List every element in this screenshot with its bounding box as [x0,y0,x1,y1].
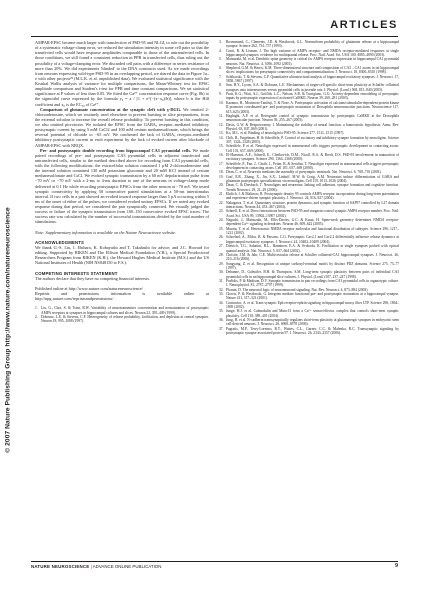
reference-text: Schikorski, T. & Stevens, C.F. Quantitative ultrastructural analysis of hippocampal excitatory synapses. J. Neurosci. 17, 5858–5867 (1997). [226,74,399,84]
reference-number: 16. [219,152,224,157]
reference-number: 4. [219,48,222,53]
reference-text: Ehrlich, I. & Malinow, R. Postsynaptic density 95 controls AMPA receptor incorporation during long-term potentiation and experience-driven synaptic plasticity. J. Neurosci. 24, 916–927 (2004). [226,192,399,201]
section-heading: Pre- and postsynaptic double recording from hippocampal CA3 pyramidal cells. [40,147,191,153]
reference-number: 20. [219,183,224,188]
footer-rule [31,561,398,562]
reference-text: Scheiffele, P. et al. Neuroligin expressed in nonneuronal cells triggers presynaptic development in contacting axons. Cell 101, 657–669 (2000). [226,144,399,153]
reference-number: 2. [35,315,38,320]
reference-list-right [219,40,399,335]
footer-separator: | [90,564,92,569]
reference-text: Scheiffele, P., Fan, J., Choih, J., Fetter, R. & Serafini, T. Neuroligin expressed in nonneuronal cells triggers presynaptic development in contacting axons. Cell 101, 657–669 (2000). [226,161,399,170]
acknowledgments-heading: ACKNOWLEDGMENTS [35,239,85,245]
header-rule [31,36,398,37]
supplementary-note: Note: Supplementary information is available on the Nature Neuroscience website. [35,229,177,235]
reference-item [219,92,399,101]
copyright-side-banner [2,207,14,453]
reference-number: 10. [219,100,224,105]
reference-text: Murata, Y. et al. Heterosomic NMDA receptor molecular and functional distribution of subtypes. Science 296, 1217–1221 (2002). [226,226,399,236]
reference-text: Kazama, H., Morimoto-Tanifuji, T. & Nose, A. Postsynaptic activation of calcium/calmodulin-dependent protein kinase II promotes coordinated pre- and postsynaptic maturation of Drosophila neuromuscular junctions. Neuroscience 117, 615–625 (2003). [226,100,399,114]
reference-item [219,175,399,184]
reference-number: 15. [219,144,224,149]
reference-list-left [35,306,209,323]
reprints-line: Reprints and permissions information is available online at http://npg.nature.com/reprintsandpermissions/ [35,291,209,302]
reference-item [219,209,399,218]
reference-item [219,227,399,236]
reference-item [219,301,399,310]
competing-interests-heading: COMPETING INTERESTS STATEMENT [35,270,118,276]
reference-text: Christie, J.M. & Jahr, C.E. Multivesicular release at Schaffer collateral-CA1 hippocampal synapses. J. Neurosci. 26, 210–216 (2006). [226,252,399,262]
publish-online-line: Published online at http://www.nature.com/natureneuroscience/ [35,285,143,291]
reference-item [219,162,399,171]
reference-text: Nakagawa, T. et al. Quaternary structure, protein dynamics, and synaptic function of SAP97 controlled by L27 domain interactions. Neuron 44, 453–467 (2004). [226,200,399,210]
reference-text: Graf, E.R., Zhang, X., Jin, S.X., Linhoff, M.W. & Craig, A.M. Neurexins induce differentiation of GABA and glutamate postsynaptic specializations via neuroligins. Cell 119, 1013–1026 (2004). [226,174,399,183]
reference-item [219,40,399,49]
reference-number: 32. [219,287,224,292]
reference-item [219,66,399,75]
reference-item [219,114,399,123]
section-heading: Comparison of glutamate concentration at the synaptic cleft with γ-DGG. [40,106,182,112]
reference-text: Pavlidis, P. & Madison, D.V. Synaptic transmission in pair recordings from CA3 pyramidal cells in organotypic culture. J. Neurophysiol. 81, 2787–2797 (1999). [226,278,399,288]
section-paired-recording [35,148,209,225]
reference-number: 12. [219,122,224,127]
reference-item [219,218,399,227]
reference-text: Ko, M.L. et al. Binding of neuroligin to PSD-95. Science 277, 1511–1515 (1997). [226,131,345,136]
reference-number: 7. [219,74,222,79]
reference-number: 19. [219,174,224,179]
right-column [219,40,399,558]
reference-item [219,153,399,162]
reference-item [219,318,399,327]
reference-number: 36. [219,318,224,322]
reference-number: 28. [219,252,224,257]
footer-journal [31,564,161,569]
reference-number: 29. [219,261,224,266]
reference-number: 24. [219,218,224,223]
reference-number: 33. [219,291,224,296]
reference-item [219,101,399,114]
reference-item [219,244,399,253]
reference-item [219,83,399,92]
copyright-text: © 2007 Nature Publishing Group http://www.nature.com/natureneuroscience [4,207,12,453]
reference-number: 25. [219,226,224,231]
reference-item [219,192,399,201]
reference-text: Haghighi, A.P. et al. Retrograde control of synaptic transmission by postsynaptic CaMKII at the Drosophila neuromuscular junction. Neuron 39, 255–267 (2003). [226,113,399,123]
reference-number: 31. [219,278,224,283]
reference-text: Shepherd, G.M. & Harris, K.M. Three-dimensional structure and composition of CA3→CA1 axons in rat hippocampal slices: implications for presynaptic connectivity and compartmentalization. J. Neurosci. 18, 8300–8310 (1998). [226,66,399,75]
page-number: 9 [395,563,398,569]
reference-number: 17. [219,161,224,166]
reference-text: Schnell, E. et al. Direct interactions between PSD-95 and stargazin control synaptic AMPA receptor number. Proc. Natl. Acad. Sci. USA 99, 13902–13907 (2002). [226,209,399,218]
reference-number: 8. [219,83,222,88]
reference-text: Sun, H.Y., Lyons, S.A. & Dobrunz, L.E. Mechanisms of target-cell specific short-term plasticity at Schaffer collateral synapses onto interneurones versus pyramidal cells in juvenile rats. J. Physiol. (Lond.) 568, 815–840 (2005). [226,83,399,92]
reference-item [219,262,399,271]
reference-text: Junge, H.J. et al. Calmodulin and Munc13 form a Ca²⁺ sensor/effector complex that controls short-term synaptic plasticity. Cell 118, 389–401 (2004). [226,309,399,318]
reference-text: Dietrich, T.G., Sabatini, B.L., Hanninen, E.A. & Svoboda, K. Facilitation at single synapses probed with optical quantal analysis. Nat. Neurosci. 5, 657–664 (2002). [226,244,399,253]
journal-name: NATURE NEUROSCIENCE [31,564,90,569]
reference-item [219,144,399,153]
reference-number: 14. [219,135,224,140]
reference-item [219,201,399,210]
reference-text: Chih, B., Engelman, H. & Scheiffele, P. Control of excitatory and inhibitory synapse formation by neuroligins. Science 307, 1324–1328 (2005). [226,135,399,144]
methods-paragraph: AMPAR-EPSC became much larger with transfection of PSD-95 and NLGI, to rule out the possibility of a systematic voltage-clamp error, we reduced the stimulation intensity in some cell pairs so that the transfected cells would have response amplitudes comparable to those of the untransfected cells. In those conditions, we still found a consistent reduction in PPR in transfected cells, thus ruling out the possibility of a voltage-clamping error. We discarded cell pairs with a difference in series resistance of more than 20%. We did experiments 'blinded' to the DNA constructs used. As we made recordings from neurons expressing wild-type PSD-95 in an overlapping period, we shared the data in Figure 1a–e with other projects²³ (M.L.K. et al. unpublished data). We evaluated statistical significance with the Kruskal Wallis analysis of variance for multiple comparisons, the Mann-Whitney test for EPSC amplitude comparison and Student's t-test for PPR and time constant comparisons. We set statistical significance at P values of less than 0.05. We fitted the Ca²⁺ concentration response curve (Fig. 8b) to the sigmoidal curve expressed by the formula y₀ = a / [1 + e^(−(x−x₀)/b)], where b is the Hill coefficient and x₀ is the EC₅₀ of Ca²⁺. [35,40,209,107]
reference-item [219,309,399,318]
reference-item [35,306,209,315]
reference-number: 37. [219,326,224,331]
reference-item [219,57,399,66]
reference-item [219,292,399,301]
reference-text: Pratt, K.G., Watt, A.J., Griffith, L.C., Nelson, S.B. & Turrigiano, G.G. Activity-dependent remodeling of presynaptic inputs by postsynaptic expression of activated CaMKII. Neuron 39, 269–281 (2003). [226,92,399,101]
section-header: ARTICLES [330,19,398,31]
reference-item [219,235,399,244]
reference-text: Schoelzel, A., Milos, R. & Parsons, C.G. Presynaptic Cav2.1 and Cav2.2 differentially influence release dynamics at hippocampal excitatory synapses. J. Neurosci. 24, 10402–10409 (2004). [226,235,399,244]
left-column [35,40,209,558]
reference-number: 9. [219,92,222,97]
section-glutamate [35,107,209,148]
reference-text: El-Husseini, A.E., Schnell, E., Chetkovich, D.M., Nicoll, R.A. & Bredt, D.S. PSD-95 involvement in maturation of excitatory synapses. Science 290, 1364–1368 (2000). [226,152,399,162]
reference-text: Plomin, D. The neuronal logic of neuroneuronal signaling. Nat. Rev. Neurosci. 4, 873–884 (2003). [226,287,369,292]
reference-text: Rosenmund, C., Clements, J.D. & Westbrook, G.L. Nonuniform probability of glutamate release at a hippocampal synapse. Science 262, 754–757 (1993). [226,40,399,49]
reference-number: 21. [219,192,224,197]
reference-number: 18. [219,170,224,175]
reference-number: 35. [219,309,224,314]
reference-item [219,183,399,192]
reference-text: Liu, G., Choi, S. & Tsien, R.W. Variability of neurotransmitter concentration and nonsaturation of postsynaptic AMPA receptors at synapses in hippocampal cultures and slices. Neuron 22, 395–409 (1999). [41,306,209,315]
competing-interests-text: The authors declare that they have no competing financial interests. [35,275,150,281]
reference-number: 34. [219,300,224,305]
reference-text: Contractor, A. et al. Trans-synaptic Eph receptor-ephrin signaling in hippocampal mossy fiber LTP. Science 296, 1864–1869 (2002). [226,300,399,309]
reference-number: 27. [219,244,224,249]
reference-number: 6. [219,66,222,71]
reference-number: 1. [35,306,38,311]
reference-text: Debanne, D., Gahwiler, B.H. & Thompson, S.M. Long-term synaptic plasticity between pairs of individual CA3 pyramidal cells in rat hippocampal slice cultures. J. Physiol. (Lond.) 507, 237–247 (1998). [226,270,399,279]
reference-text: Naguchi, J., Matsuzaki, M., Ellis-Davies, G.C. & Kasai, H. Spine-neck geometry determines NMDA receptor-dependent Ca²⁺ signaling in dendrites. Neuron 46, 609–622 (2005). [226,218,399,227]
reference-item [219,49,399,58]
reference-text: Dobrunz, L.E. & Stevens, C.F. Heterogeneity of release probability, facilitation, and depletion at central synapses. Neuron 18, 995–1008 (1997). [41,315,209,324]
reference-item [35,315,209,324]
reference-number: 22. [219,200,224,205]
reference-number: 3. [219,40,222,44]
section-text: We made paired recordings of pre- and postsynaptic CA3 pyramidal cells in adjacent transfected and untransfected cells, similar to the method described above for recording from CA3 pyramidal cells, with the following modifications: the extracellular solution contained 1 µM 2-chloroadenosine and the internal solution contained 130 mM potassium gluconate and 20 mM KCl instead of cesium methanesulfonate and CsCl. We evoked synaptic transmission by a 60 mV depolarization pulse from −70 mV or −70 mV with a 2-ms to 4-ms duration to one of the neurons in voltage-clamp mode delivered at 0.1 Hz while recording postsynaptic EPSCs from the other neuron at −70 mV. We tested synaptic connectivity by applying 50 consecutive paired stimulations at a 50-ms interstimulus interval. If two cells in a pair showed an evoked inward response larger than 5 pA occurring within 5 ms of the onset of either of the pulses, we considered evoked unitary EPSCs. If we noted any evoked response during that period, we considered the pair synaptically connected. We visually judged the success or failure of the synaptic transmission from 100–150 consecutive evoked EPSC traces. The success rate was calculated by the number of successful transmissions divided by the total number of stimulations. [35,147,209,225]
reference-item [219,327,399,336]
reference-number: 13. [219,131,224,136]
reference-text: Matsuzaki, M. et al. Dendritic spine geometry is critical for AMPA receptor expression in hippocampal CA1 pyramidal neurons. Nat. Neurosci. 4, 1086–1092 (2001). [226,57,399,66]
reference-text: Conti, R. & Lisman, J. The high variance of AMPA receptor- and NMDA receptor-mediated responses at single hippocampal synapses: evidence for multiquantal release. Proc. Natl. Acad. Sci. USA 100, 4885–4890 (2003). [226,48,399,58]
section-text: We omitted 2-chloroadenosine, which we routinely used elsewhere to prevent bursting in slice preparations, from the external solution to increase the overall release probability. To prevent bursting in this condition, we also omitted picrotoxin. We isolated the EPSC from the GABAₐ receptor–mediated inhibitory postsynaptic current by using 5 mM CaCl2 and 100 mM cesium methanesulfonate, which brings the reversal potential of chloride to −65 mV. We confirmed the lack of GABAₐ receptor–mediated inhibitory postsynaptic current in each experiment by the lack of evoked current after blockade of AMPAR-EPSC with NBQX. [35,106,209,148]
reference-item [219,136,399,145]
reference-number: 23. [219,209,224,214]
reference-text: Davis, G.W. & Bezprozvanny, I. Maintaining the stability of neural function: a homeostatic hypothesis. Annu. Rev. Physiol. 63, 847–869 (2001). [226,122,399,131]
reference-item [219,253,399,262]
reference-number: 26. [219,235,224,240]
publication-status: ADVANCE ONLINE PUBLICATION [92,564,162,569]
reference-item [219,123,399,132]
acknowledgments-text: We thank G.-S. Liu, I. Ebihara, K. Kobayashi and T. Takahashi for advice, and J.C. Howard for editing. Supported by RIKEN and The Ellison Medical Foundation (Y.H.), a Special Postdoctoral Researchers Program from RIKEN (K.H.), the Howard Hughes Medical Institute (M.S.) and the US National Institutes of Health (NIH NS048150 to F.S.). [35,244,209,266]
reference-item [219,270,399,279]
reference-text: Songyang, Z. et al. Recognition of unique carboxyl-terminal motifs by distinct PDZ domains. Science 275, 73–77 (1997). [226,261,399,270]
reference-text: Dean, C. & Dresbach, T. Neuroligins and neurexins: linking cell adhesion, synapse formation and cognitive function. Trends Neurosci. 29, 21–29 (2006). [226,183,399,192]
reference-item [219,279,399,288]
reference-number: 11. [219,113,224,118]
reference-text: Pagratis, M.P., Terry-Lorenzo, R.T., Waites, C.L., Garner, C.C. & Malenka, R.C. Transsynaptic signaling by postsynaptic synapse-associated protein 97. J. Neurosci. 26, 2343–2357 (2006). [226,326,399,336]
reference-number: 5. [219,57,222,62]
reference-text: Dean, C. et al. Neurexin mediates the assembly of presynaptic terminals. Nat. Neurosci. 6, 708–716 (2003). [226,170,382,175]
reference-text: Chavis, P. & Westbrook, G. Integrins mediate functional pre- and postsynaptic maturation at a hippocampal synapse. Nature 411, 317–321 (2001). [226,291,399,301]
reference-item [219,75,399,84]
reference-number: 30. [219,270,224,275]
reference-text: Jung, H. et al. N-cadherin transsynaptically regulates short-term plasticity at glutamatergic synapses in embryonic stem cell-derived neurons. J. Neurosci. 26, 6968–6978 (2006). [226,318,399,327]
